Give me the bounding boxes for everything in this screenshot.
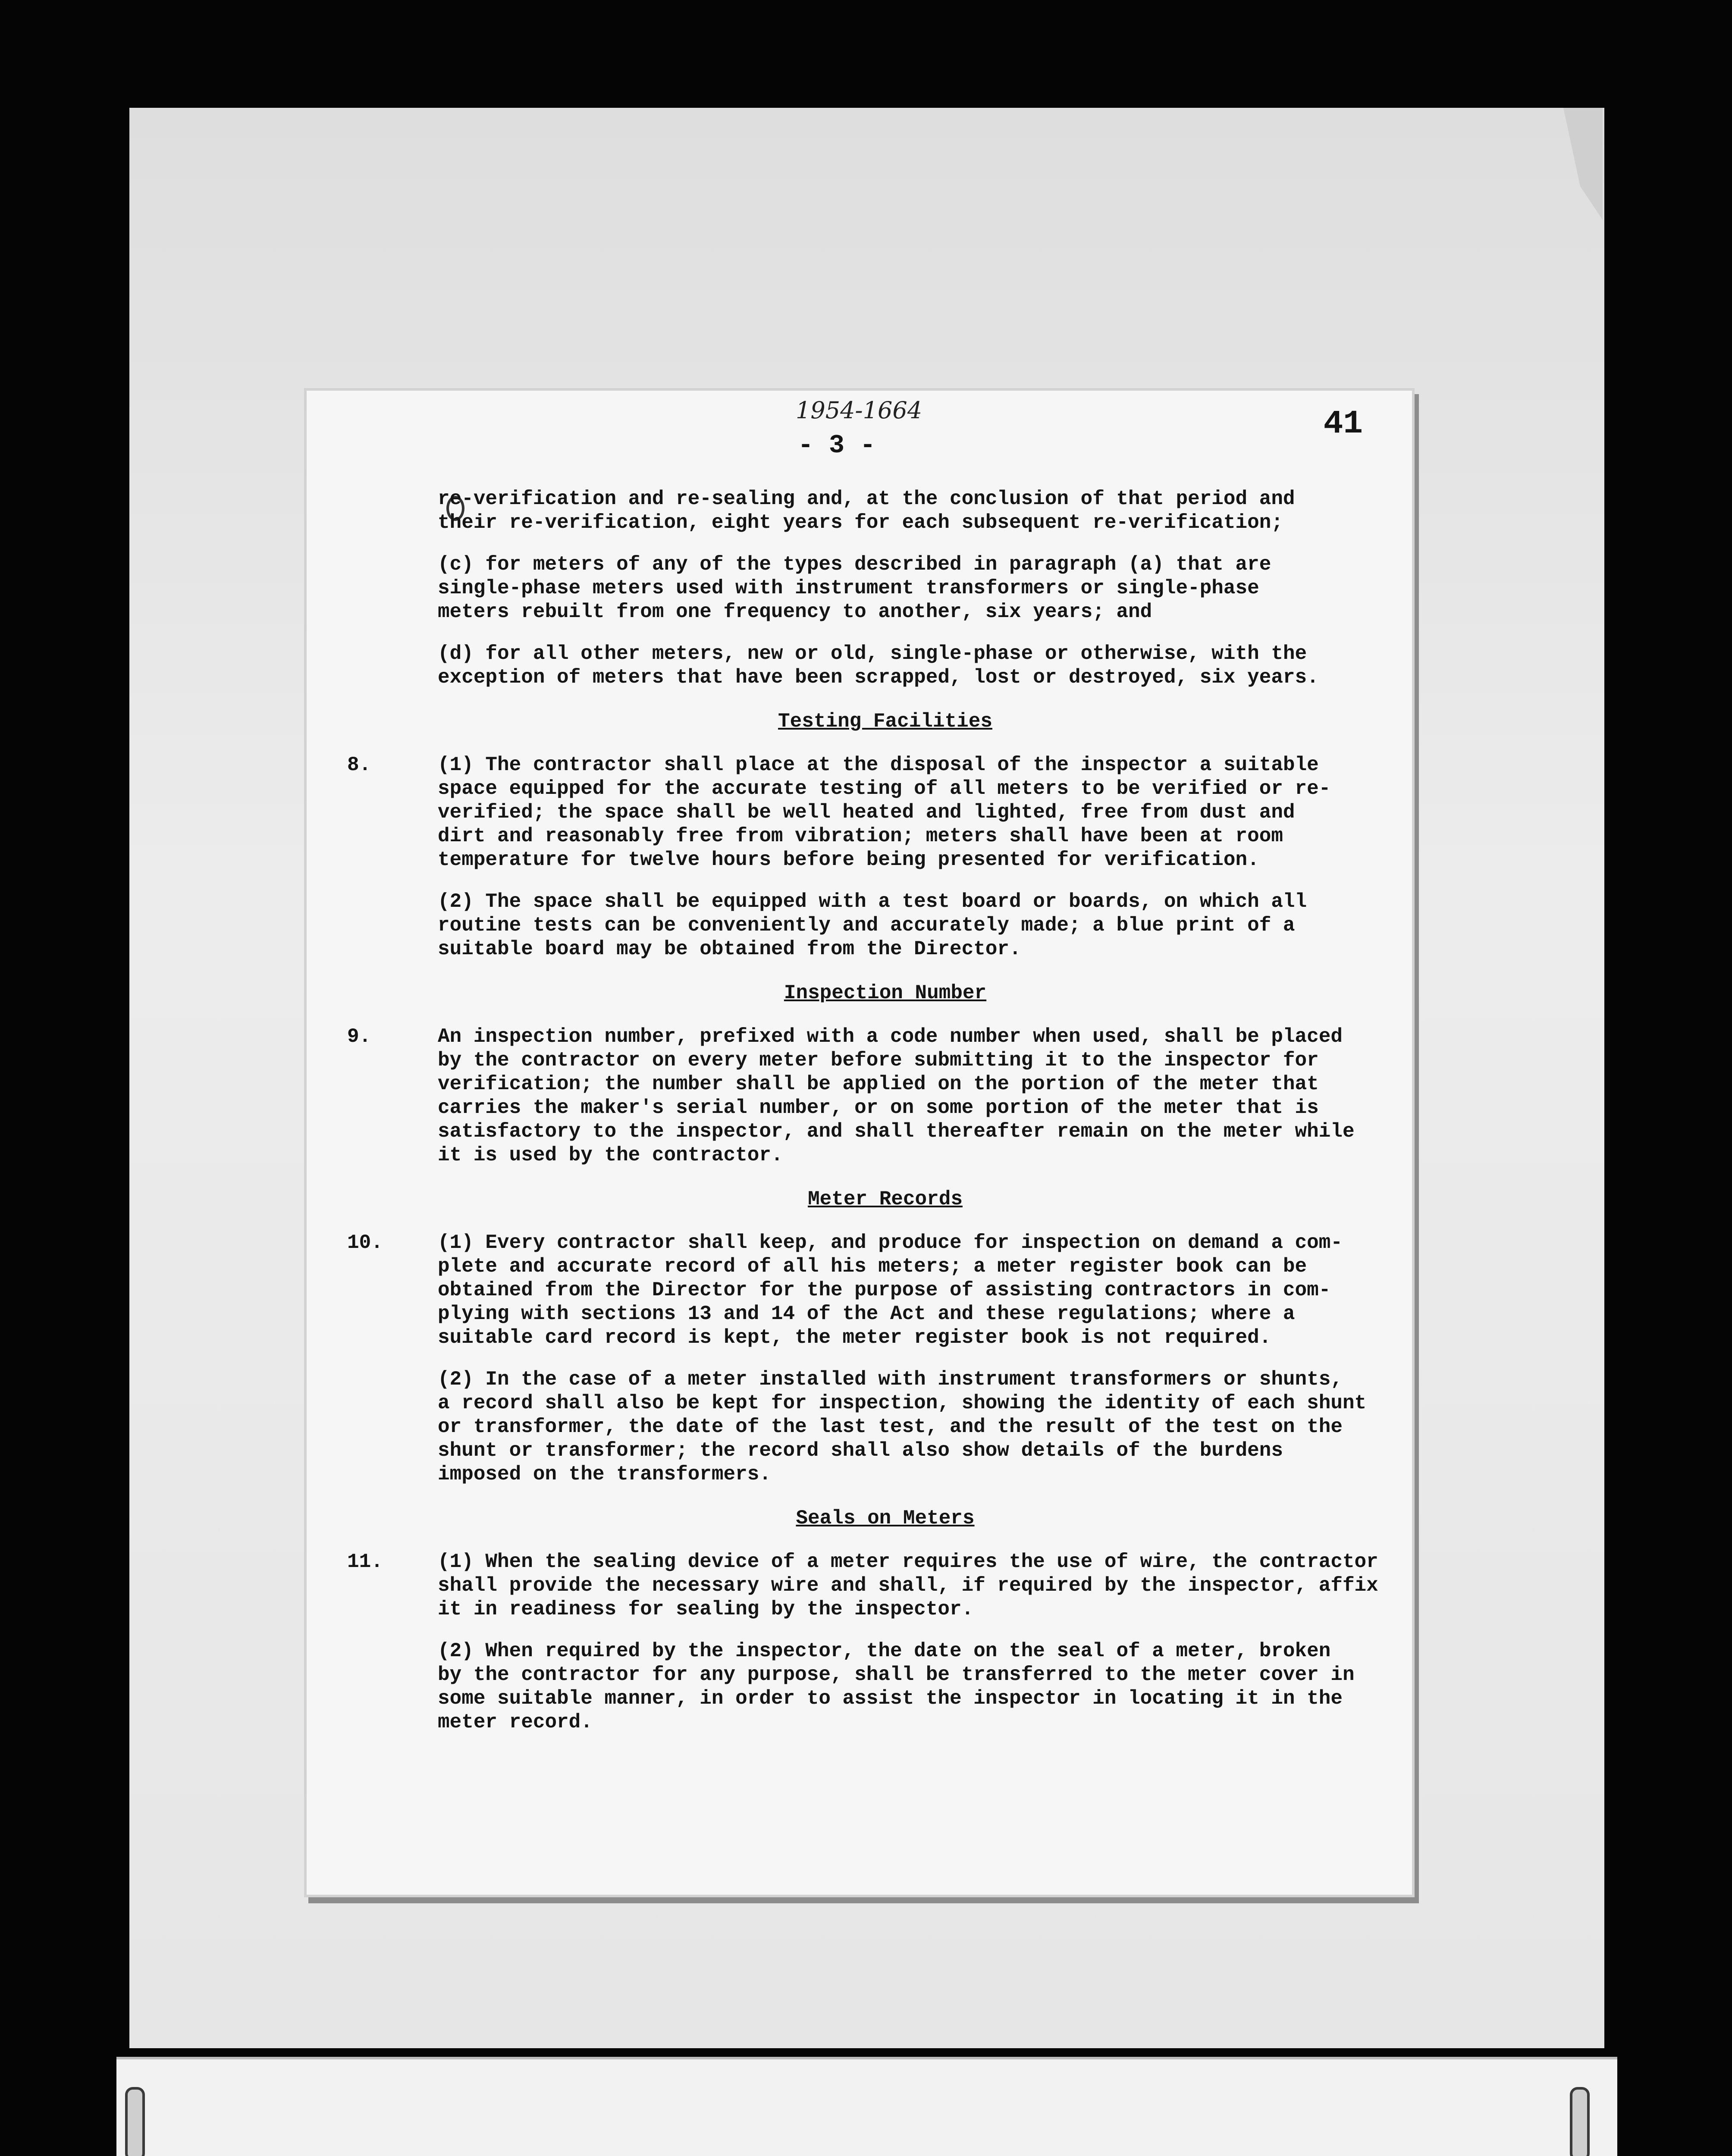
binder-sheet <box>116 2057 1617 2156</box>
paragraph-continuation: re-verification and re-sealing and, at the conclusion of that period and their re-verification, eight years for each subsequent re-verification; <box>438 488 1295 534</box>
section-11-para-2: (2) When required by the inspector, the date on the seal of a meter, broken by the contractor for any purpose, shall be transferred to the meter cover in some suitable manner, in order to assist the inspector in locating it in the meter record. <box>438 1640 1355 1733</box>
section-heading-testing-facilities: Testing Facilities <box>778 710 992 733</box>
section-10-para-1: 10. (1) Every contractor shall keep, and produce for inspection on demand a com- plete and accurate record of all his meters; a meter register book can be obtained from the Director for the purpose of assisting contractors in com- plying with sections 13 and 14 of the Act and these regulations; where a suitable card record is kept, the meter register book is not required. <box>347 1232 1343 1349</box>
handwritten-annotation: 1954-1664 <box>796 397 922 424</box>
folio-number: 41 <box>1323 405 1363 442</box>
section-8-para-1: 8. (1) The contractor shall place at the disposal of the inspector a suitable space equipped for the accurate testing of all meters to be verified or re- verified; the space shall be well heated and lighted, free from dust and dirt and reasonably free from vibration; meters shall have been at room temperature for twelve hours before being presented for verification. <box>347 754 1331 871</box>
section-heading-inspection-number: Inspection Number <box>784 982 987 1004</box>
paragraph-c: (c) for meters of any of the types described in paragraph (a) that are single-phase meters used with instrument transformers or single-phase meters rebuilt from one frequency to another, six years; and <box>438 553 1271 623</box>
section-number: 11. <box>347 1551 383 1573</box>
section-number: 9. <box>347 1025 371 1048</box>
binder-clip-right <box>1570 2087 1590 2156</box>
page-number: - 3 - <box>798 431 876 461</box>
section-heading-seals-on-meters: Seals on Meters <box>796 1507 975 1529</box>
section-number: 8. <box>347 754 371 776</box>
section-9-para-1: 9. An inspection number, prefixed with a code number when used, shall be placed by the contractor on every meter before submitting it to the inspector for verification; the number shall be applied on the portion of the meter that carries the maker's serial number, or on some portion of the meter that is satisfactory to the inspector, and shall thereafter remain on the meter while it is used by the contractor. <box>347 1025 1355 1166</box>
document-page <box>304 388 1415 1897</box>
section-heading-meter-records: Meter Records <box>808 1188 963 1210</box>
binder-clip-left <box>125 2087 145 2156</box>
section-8-para-2: (2) The space shall be equipped with a test board or boards, on which all routine tests can be conveniently and accurately made; a blue print of a suitable board may be obtained from the Director. <box>438 890 1307 960</box>
section-10-para-2: (2) In the case of a meter installed with instrument transformers or shunts, a record shall also be kept for inspection, showing the identity of each shunt or transformer, the date of the last test, and the result of the test on the shunt or transformer; the record shall also show details of the burdens imposed on the transformers. <box>438 1368 1367 1485</box>
paragraph-d: (d) for all other meters, new or old, single-phase or otherwise, with the exception of meters that have been scrapped, lost or destroyed, six years. <box>438 642 1319 689</box>
section-number: 10. <box>347 1232 383 1254</box>
document-body <box>304 487 1415 1734</box>
section-11-para-1: 11. (1) When the sealing device of a meter requires the use of wire, the contractor shall provide the necessary wire and shall, if required by the inspector, affix it in readiness for sealing by the inspector. <box>347 1551 1378 1620</box>
